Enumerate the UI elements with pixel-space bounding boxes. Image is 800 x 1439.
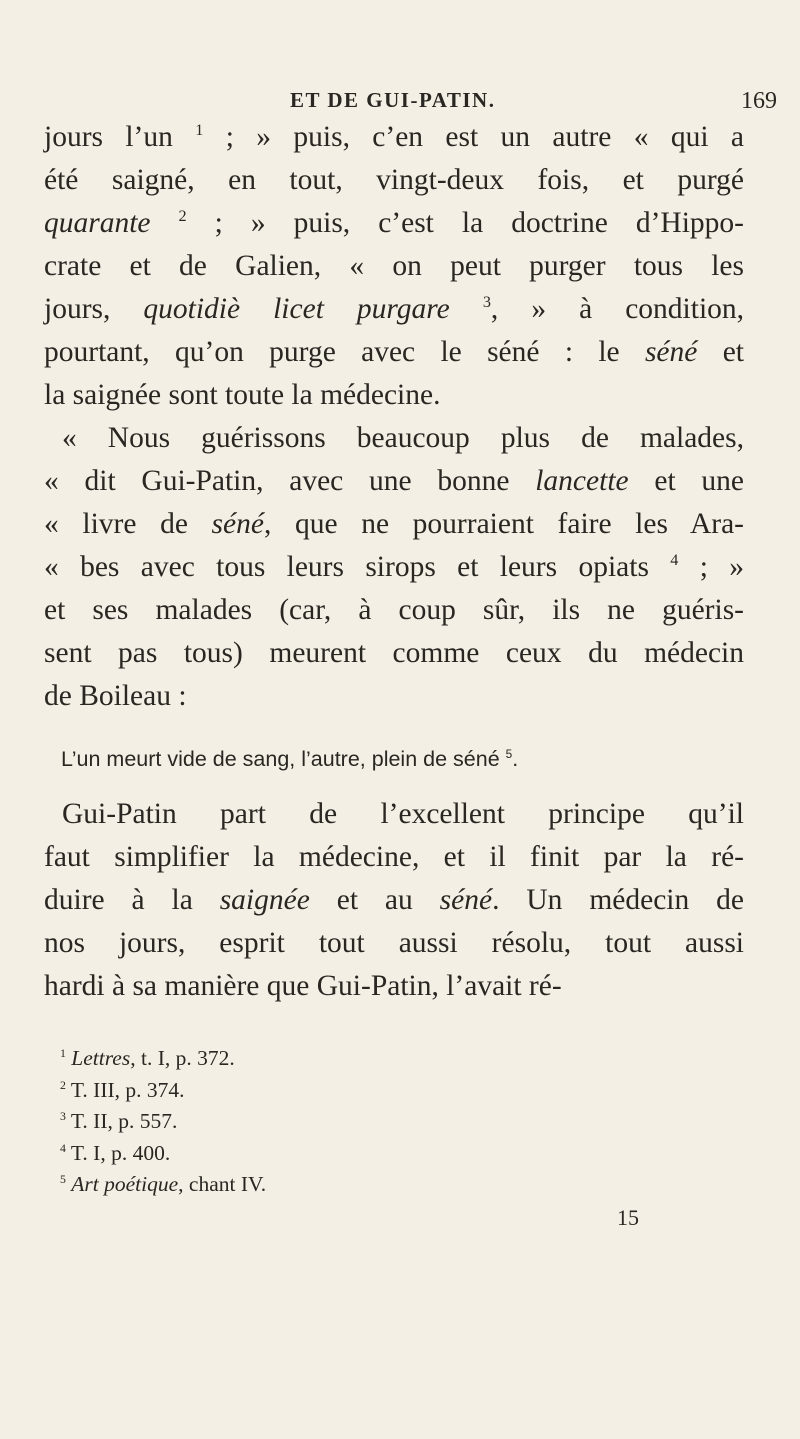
footnote-ref: 2 [178,207,187,226]
text-run: crate et de Galien, « on peut purger tous les [44,250,744,282]
text-line [44,922,744,965]
footnotes [60,1043,266,1201]
text-run: faut simplifier la médecine, et il finit par la ré- [44,841,744,873]
text-run: ; » [678,551,745,583]
footnote [60,1106,266,1138]
text-line [44,632,744,675]
text-line [44,374,744,417]
text-line [44,793,744,836]
italic-text: séné [211,508,264,540]
footnote [60,1169,266,1201]
italic-text: quotidiè licet purgare [143,293,450,325]
footnote [60,1138,266,1170]
italic-text: lancette [535,465,629,497]
footnote-ref: 5 [505,746,513,761]
text-run: de Boileau : [44,680,187,712]
footnote-ref: 3 [60,1108,66,1123]
verse-quotation [61,747,731,772]
text-run: été saigné, en tout, vingt-deux fois, et purgé [44,164,744,196]
text-run: T. I, p. 400. [65,1140,171,1165]
text-run: , t. I, p. 372. [130,1046,235,1070]
text-line [44,460,744,503]
footnote-ref: 1 [60,1045,66,1060]
text-run: et [697,336,744,368]
text-run: jours, [44,293,144,325]
footnote-ref: 4 [60,1140,66,1155]
italic-text: séné [439,884,493,916]
footnote-ref: 5 [60,1171,66,1186]
text-line [44,331,744,374]
text-line [44,116,744,159]
footnote-ref: 1 [195,121,204,140]
text-run: . Un médecin de [492,884,744,916]
text-line [44,965,744,1008]
text-run: « dit Gui-Patin, avec une bonne [44,465,536,497]
footnote-ref: 2 [60,1077,66,1092]
text-run: ; » puis, c’est la doctrine d’Hippo- [186,207,744,239]
text-line [44,159,744,202]
paragraph-2 [44,417,744,718]
italic-text: Art poétique [71,1172,179,1196]
text-line [44,675,744,718]
text-line [44,288,744,331]
text-run: , » à condition, [490,293,745,325]
text-run: et une [628,465,745,497]
text-line [44,836,744,879]
text-run: hardi à sa manière que Gui-Patin, l’avait ré- [44,970,562,1002]
text-run: « Nous guérissons beaucoup plus de malades, [62,422,744,454]
italic-text: quarante [44,207,151,239]
paragraph-1 [44,116,744,417]
text-run: nos jours, esprit tout aussi résolu, tout aussi [44,927,744,959]
text-run: . [512,747,519,771]
running-head: ET DE GUI-PATIN. [290,88,496,112]
italic-text: saignée [219,884,310,916]
text-line [44,417,744,460]
text-run: T. III, p. 374. [65,1077,185,1102]
text-run: Gui-Patin part de l’excellent principe qu’il [62,798,744,830]
signature-mark: 15 [617,1205,639,1230]
italic-text: séné [644,336,698,368]
main-text [44,116,744,718]
text-run [151,207,179,239]
page-number: 169 [741,88,777,114]
text-run: la saignée sont toute la médecine. [44,379,441,411]
text-run: « bes avec tous leurs sirops et leurs opiats [44,551,671,583]
italic-text: Lettres [71,1046,131,1070]
text-run: ; » puis, c’en est un autre « qui a [203,121,744,153]
text-run [450,293,483,325]
footnote [60,1075,266,1107]
text-run: et ses malades (car, à coup sûr, ils ne guéris- [44,594,744,626]
text-run: , que ne pourraient faire les Ara- [263,508,744,540]
text-run: jours l’un [44,121,196,153]
text-run: « livre de [44,508,212,540]
text-line [44,589,744,632]
text-run: duire à la [44,884,220,916]
main-text-continued [44,793,744,1008]
text-run: sent pas tous) meurent comme ceux du médecin [44,637,744,669]
text-run: , chant IV. [178,1172,267,1196]
footnote [60,1043,266,1075]
footnote-ref: 4 [670,551,679,570]
text-line [44,546,744,589]
text-line [44,245,744,288]
text-line [44,879,744,922]
text-line [44,202,744,245]
text-run: L’un meurt vide de sang, l’autre, plein de séné [61,747,506,771]
text-run: et au [309,884,440,916]
text-run: T. II, p. 557. [65,1109,178,1133]
footnote-ref: 3 [482,293,491,312]
text-line [44,503,744,546]
text-run: pourtant, qu’on purge avec le séné : le [44,336,645,368]
paragraph-3 [44,793,744,1008]
